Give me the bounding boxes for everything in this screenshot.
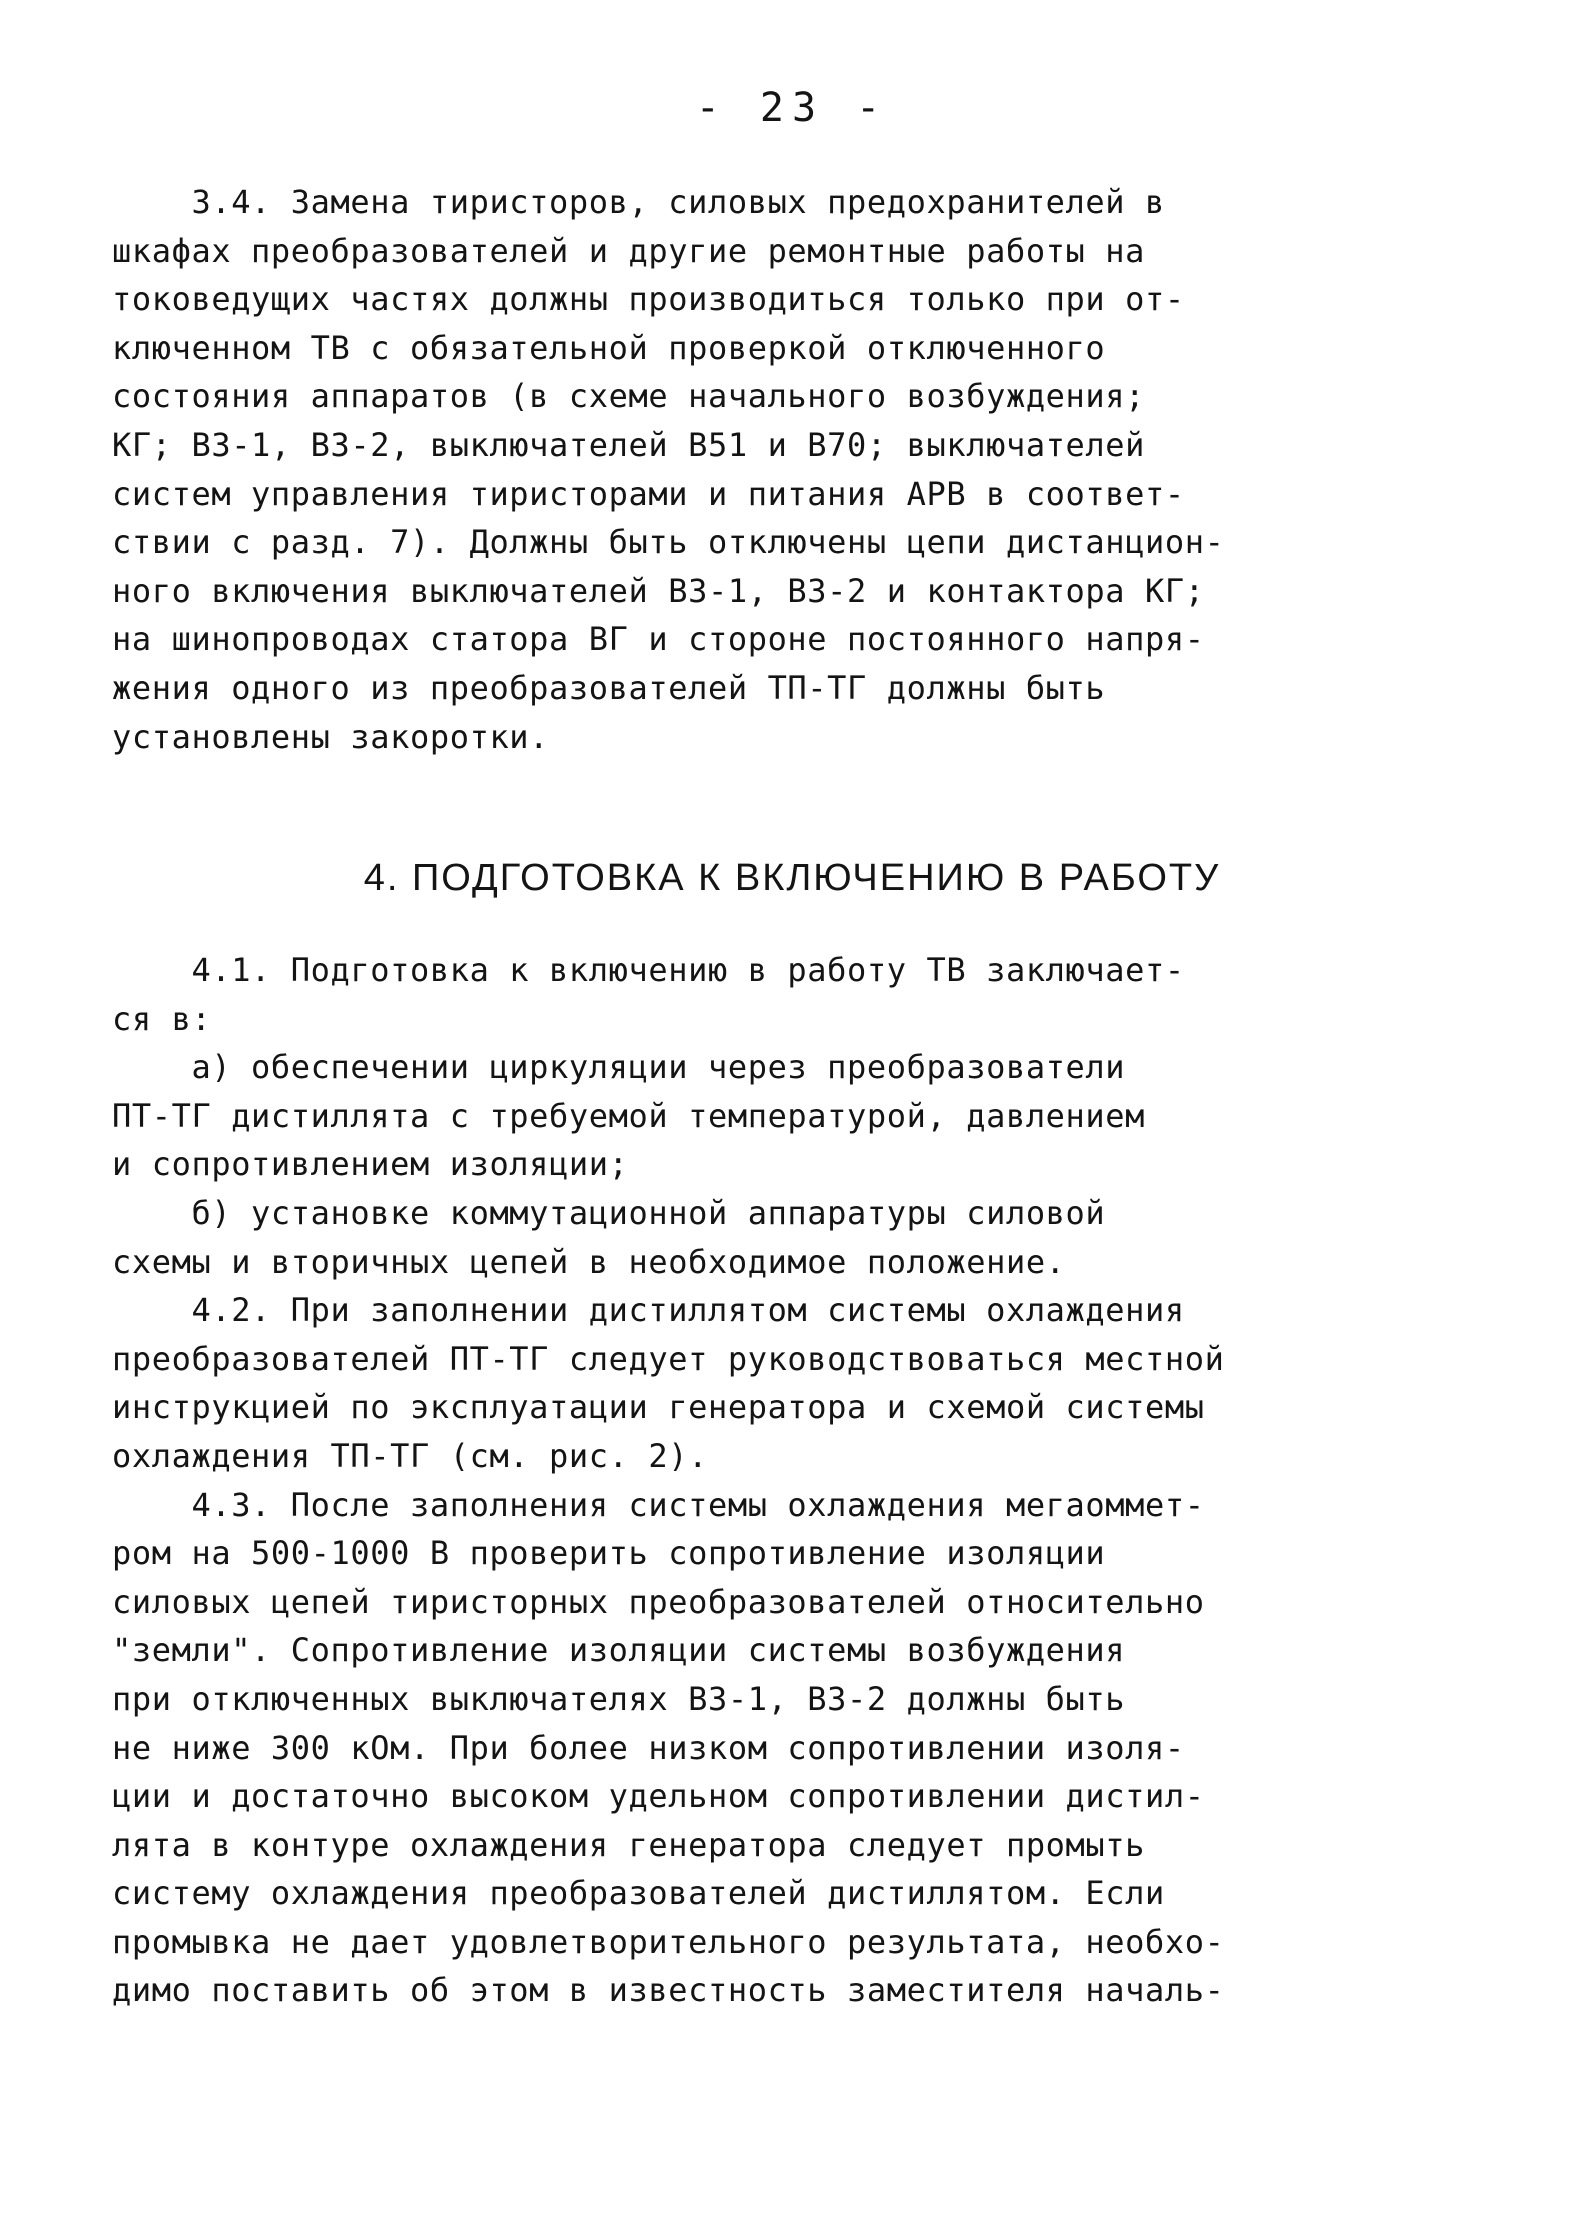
text-line: силовых цепей тиристорных преобразователей относительно <box>112 1582 1205 1621</box>
page-number: - 23 - <box>695 85 889 131</box>
text-line: лята в контуре охлаждения генератора следует промыть <box>112 1825 1146 1864</box>
text-line: "земли". Сопротивление изоляции системы возбуждения <box>112 1631 1126 1670</box>
text-line: преобразователей ПТ-ТГ следует руководствоваться местной <box>112 1339 1225 1378</box>
text-line: ного включения выключателей ВЗ-1, ВЗ-2 и контактора КГ; <box>112 571 1205 610</box>
text-line: при отключенных выключателях ВЗ-1, ВЗ-2 должны быть <box>112 1679 1126 1718</box>
section-heading: 4. ПОДГОТОВКА К ВКЛЮЧЕНИЮ В РАБОТУ <box>363 857 1221 899</box>
text-line: охлаждения ТП-ТГ (см. рис. 2). <box>112 1436 708 1475</box>
text-line: инструкцией по эксплуатации генератора и схемой системы <box>112 1388 1205 1427</box>
text-line: 4.1. Подготовка к включению в работу ТВ заключает- <box>112 951 1185 989</box>
text-line: на шинопроводах статора ВГ и стороне постоянного напря- <box>112 620 1205 659</box>
text-line: токоведущих частях должны производиться только при от- <box>112 280 1185 319</box>
text-line: ключенном ТВ с обязательной проверкой отключенного <box>112 328 1106 367</box>
text-line: 4.3. После заполнения системы охлаждения мегаоммет- <box>112 1485 1205 1524</box>
paragraph-3-4 <box>112 178 1442 761</box>
text-line: КГ; ВЗ-1, ВЗ-2, выключателей В51 и В70; выключателей <box>112 425 1146 464</box>
section-4-body <box>112 946 1442 2015</box>
text-line: а) обеспечении циркуляции через преобразователи <box>112 1048 1126 1087</box>
text-line: и сопротивлением изоляции; <box>112 1145 629 1184</box>
text-line: систему охлаждения преобразователей дистиллятом. Если <box>112 1874 1165 1913</box>
text-line: б) установке коммутационной аппаратуры силовой <box>112 1193 1106 1232</box>
text-line: жения одного из преобразователей ТП-ТГ должны быть <box>112 668 1106 707</box>
text-line: систем управления тиристорами и питания АРВ в соответ- <box>112 474 1185 513</box>
text-line: состояния аппаратов (в схеме начального возбуждения; <box>112 377 1146 416</box>
text-line: не ниже 300 кОм. При более низком сопротивлении изоля- <box>112 1728 1185 1767</box>
text-line: ПТ-ТГ дистиллята с требуемой температурой, давлением <box>112 1096 1146 1135</box>
text-line: установлены закоротки. <box>112 717 550 756</box>
text-line: ции и достаточно высоком удельном сопротивлении дистил- <box>112 1777 1205 1816</box>
text-line: ствии с разд. 7). Должны быть отключены цепи дистанцион- <box>112 523 1225 562</box>
text-line: схемы и вторичных цепей в необходимое положение. <box>112 1242 1066 1281</box>
text-line: димо поставить об этом в известность заместителя началь- <box>112 1971 1225 2010</box>
text-line: ся в: <box>112 999 212 1038</box>
text-line: шкафах преобразователей и другие ремонтные работы на <box>112 231 1146 270</box>
text-line: промывка не дает удовлетворительного результата, необхо- <box>112 1922 1225 1961</box>
text-line: 4.2. При заполнении дистиллятом системы охлаждения <box>112 1291 1185 1330</box>
text-line: 3.4. Замена тиристоров, силовых предохранителей в <box>112 183 1165 221</box>
text-line: ром на 500-1000 В проверить сопротивление изоляции <box>112 1534 1106 1573</box>
